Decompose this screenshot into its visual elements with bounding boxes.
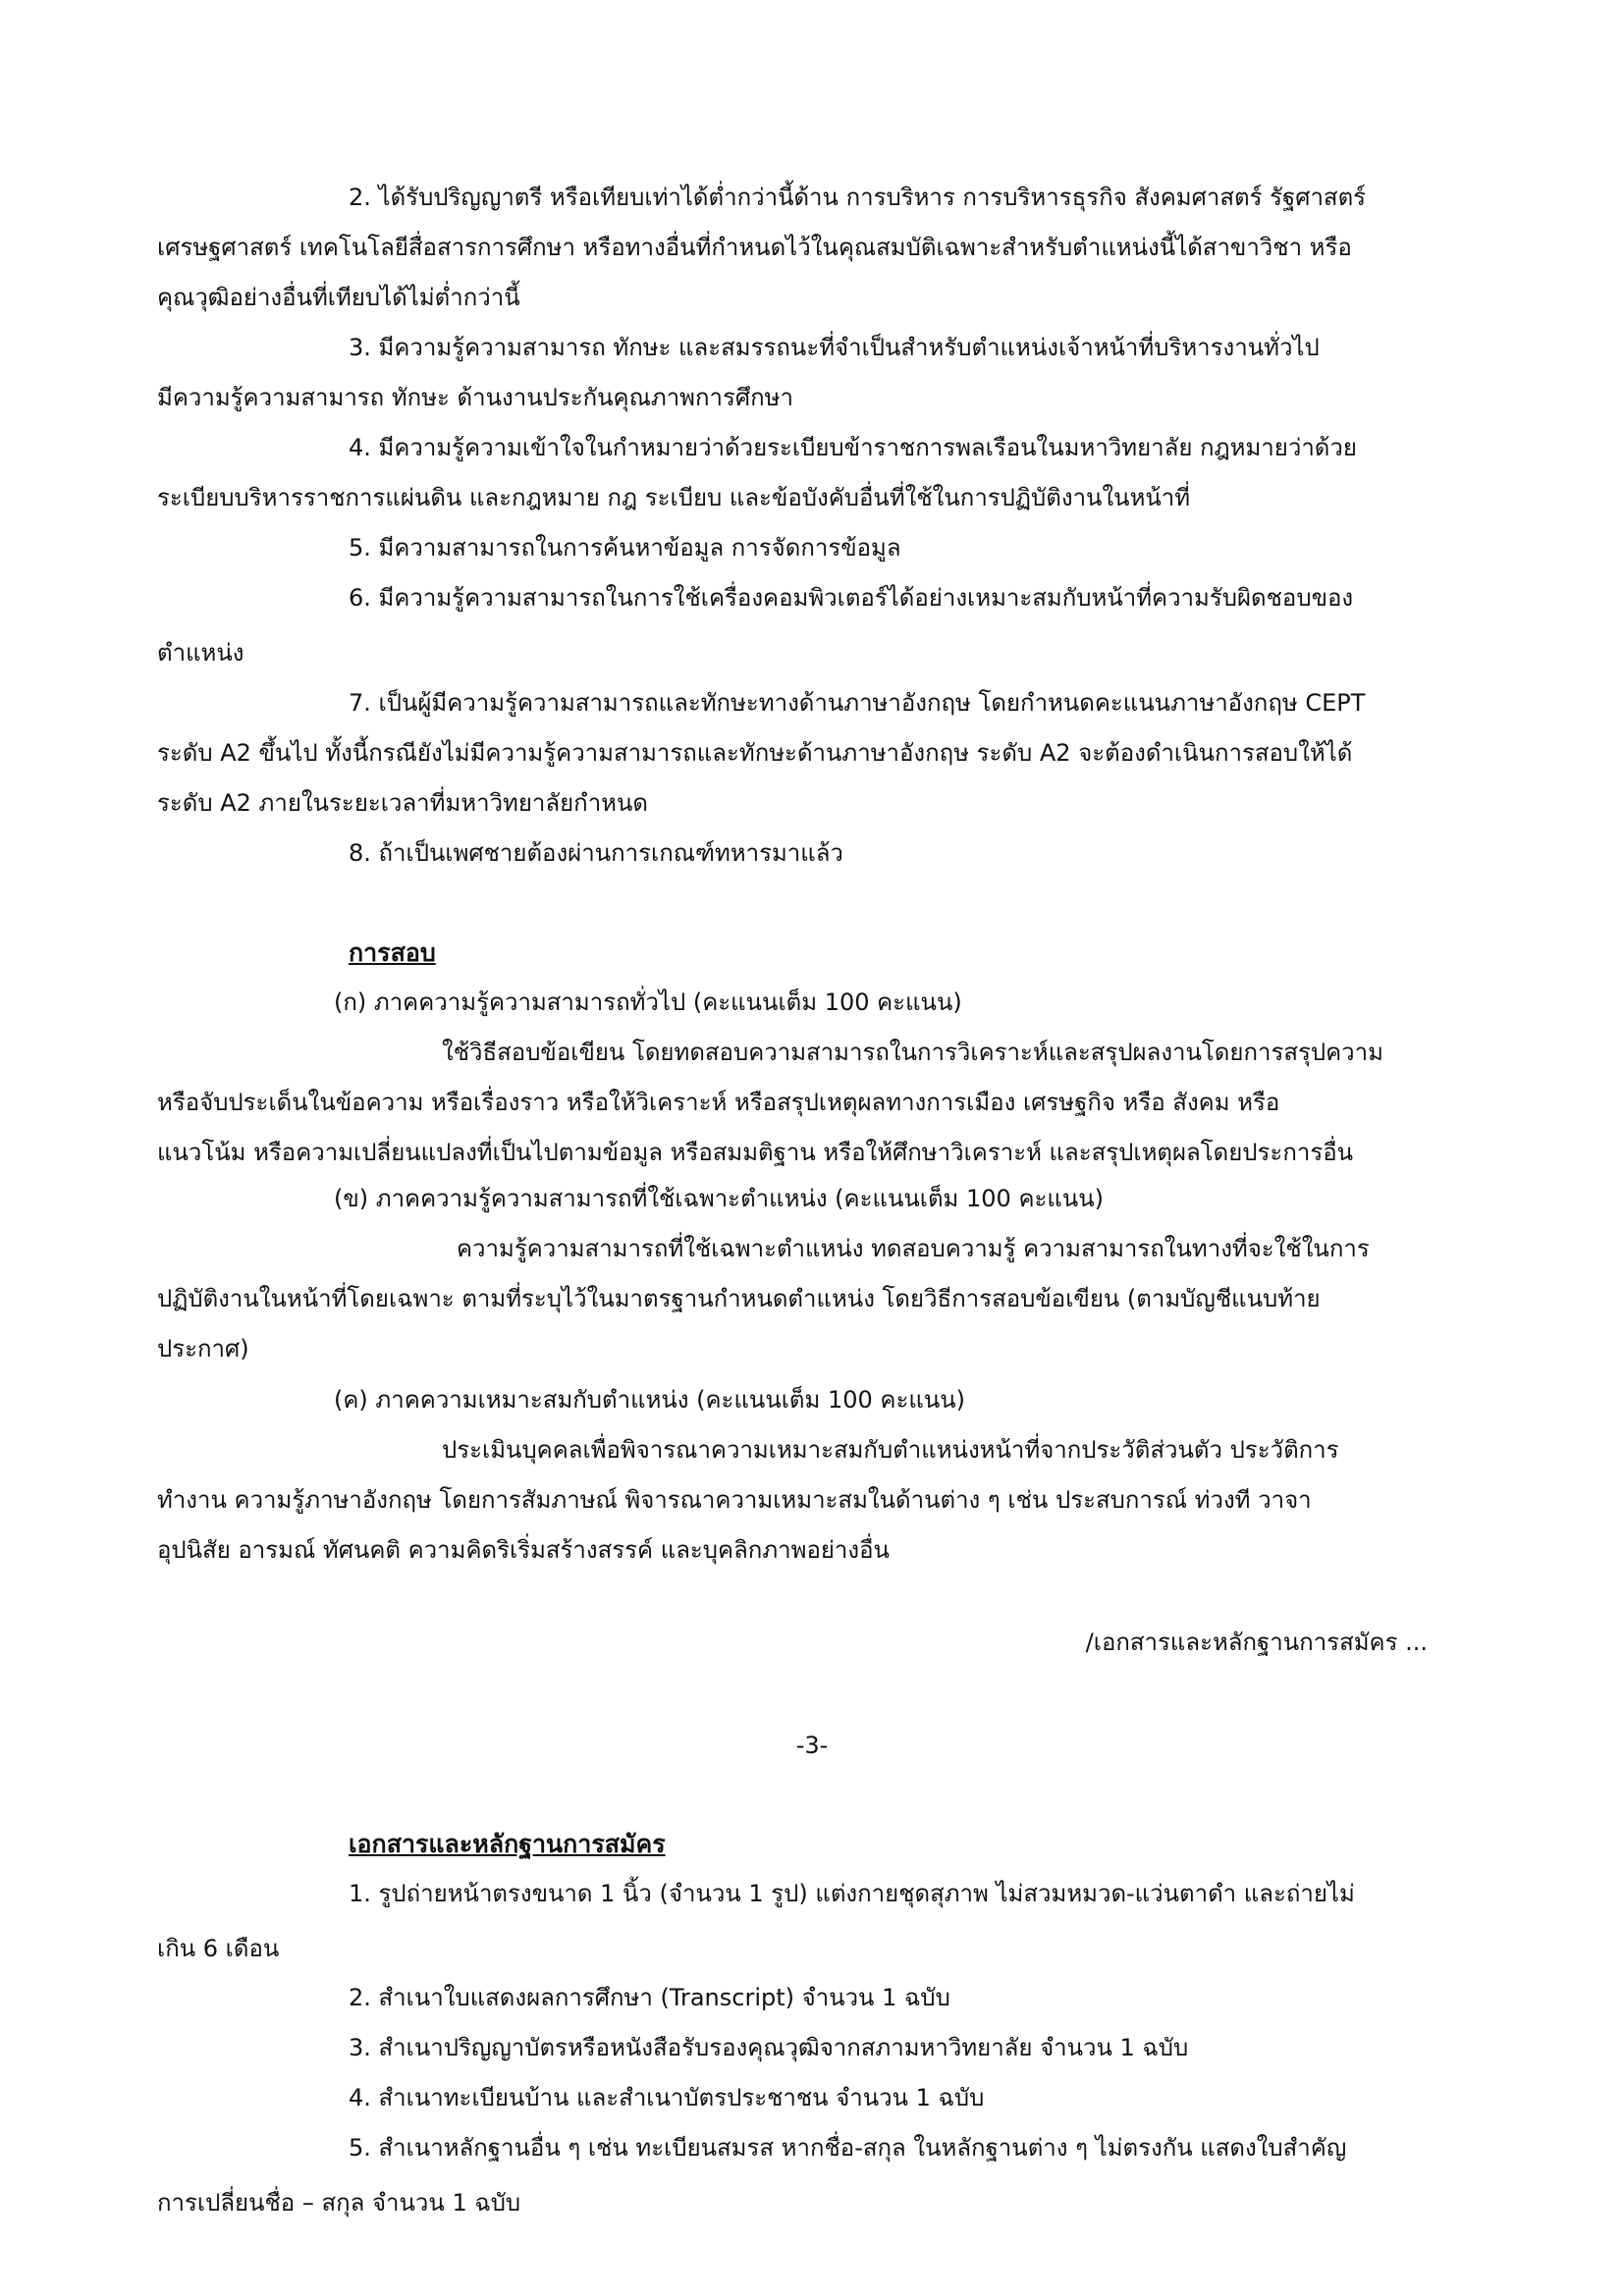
text-line: ระเบียบบริหารราชการแผ่นดิน และกฎหมาย กฎ ระเบียบ และข้อบังคับอื่นที่ใช้ในการปฏิบัติงานในหน้าที่ — [157, 484, 1191, 511]
exam-part-c-title: (ค) ภาคความเหมาะสมกับตำแหน่ง (คะแนนเต็ม 100 คะแนน) — [334, 1386, 965, 1414]
text-line: เศรษฐศาสตร์ เทคโนโลยีสื่อสารการศึกษา หรือทางอื่นที่กำหนดไว้ในคุณสมบัติเฉพาะสำหรับตำแหน่งนี้ได้สาขาวิชา หรือ — [157, 234, 1352, 261]
text-line: ใช้วิธีสอบข้อเขียน โดยทดสอบความสามารถในการวิเคราะห์และสรุปผลงานโดยการสรุปความ — [442, 1039, 1383, 1066]
qualification-3 — [157, 323, 1532, 423]
document-item-4 — [157, 2073, 1532, 2123]
text-line: ทำงาน ความรู้ภาษาอังกฤษ โดยการสัมภาษณ์ พิจารณาความเหมาะสมในด้านต่าง ๆ เช่น ประสบการณ์ ท่วงที วาจา — [157, 1486, 1312, 1514]
qualification-4 — [157, 423, 1532, 523]
text-line: 3. มีความรู้ความสามารถ ทักษะ และสมรรถนะที่จำเป็นสำหรับตำแหน่งเจ้าหน้าที่บริหารงานทั่วไป — [349, 334, 1320, 361]
qualification-6 — [157, 573, 1532, 678]
text-line: 2. ได้รับปริญญาตรี หรือเทียบเท่าได้ต่ำกว่านี้ด้าน การบริหาร การบริหารธุรกิจ สังคมศาสตร์ รัฐศาสตร์ — [349, 184, 1367, 211]
documents-heading: เอกสารและหลักฐานการสมัคร — [349, 1830, 666, 1858]
document-item-3 — [157, 2023, 1532, 2073]
document-item-2 — [157, 1973, 1532, 2023]
text-line: 3. สำเนาปริญญาบัตรหรือหนังสือรับรองคุณวุฒิจากสภามหาวิทยาลัย จำนวน 1 ฉบับ — [349, 2034, 1189, 2061]
exam-part-b-title: (ข) ภาคความรู้ความสามารถที่ใช้เฉพาะตำแหน่ง (คะแนนเต็ม 100 คะแนน) — [334, 1185, 1105, 1212]
text-line: คุณวุฒิอย่างอื่นที่เทียบได้ไม่ต่ำกว่านี้ — [157, 284, 520, 311]
text-line: ประกาศ) — [157, 1335, 249, 1362]
text-line: 4. สำเนาทะเบียนบ้าน และสำเนาบัตรประชาชน จำนวน 1 ฉบับ — [349, 2084, 985, 2111]
continuation-note: /เอกสารและหลักฐานการสมัคร ... — [1085, 1629, 1428, 1656]
qualification-7 — [157, 678, 1532, 828]
text-line: ระดับ A2 ขึ้นไป ทั้งนี้กรณียังไม่มีความรู้ความสามารถและทักษะด้านภาษาอังกฤษ ระดับ A2 จะต้องดำเนินการสอบให้ได้ — [157, 739, 1353, 767]
exam-part-b — [157, 1174, 1532, 1374]
document-item-5 — [157, 2123, 1532, 2228]
text-line: อุปนิสัย อารมณ์ ทัศนคติ ความคิดริเริ่มสร้างสรรค์ และบุคลิกภาพอย่างอื่น — [157, 1536, 890, 1564]
text-line: 1. รูปถ่ายหน้าตรงขนาด 1 นิ้ว (จำนวน 1 รูป) แต่งกายชุดสุภาพ ไม่สวมหมวด-แว่นตาดำ และถ่ายไม่ — [349, 1880, 1355, 1907]
text-line: เกิน 6 เดือน — [157, 1935, 280, 1962]
text-line: หรือจับประเด็นในข้อความ หรือเรื่องราว หรือให้วิเคราะห์ หรือสรุปเหตุผลทางการเมือง เศรษฐกิจ หรือ สังคม หรือ — [157, 1089, 1280, 1116]
text-line: ความรู้ความสามารถที่ใช้เฉพาะตำแหน่ง ทดสอบความรู้ ความสามารถในทางที่จะใช้ในการ — [457, 1235, 1370, 1262]
text-line: ประเมินบุคคลเพื่อพิจารณาความเหมาะสมกับตำแหน่งหน้าที่จากประวัติส่วนตัว ประวัติการ — [442, 1436, 1339, 1464]
text-line: 5. สำเนาหลักฐานอื่น ๆ เช่น ทะเบียนสมรส หากชื่อ-สกุล ในหลักฐานต่าง ๆ ไม่ตรงกัน แสดงใบสำคัญ — [349, 2134, 1347, 2162]
qualification-8 — [157, 828, 1532, 879]
exam-part-a-title: (ก) ภาคความรู้ความสามารถทั่วไป (คะแนนเต็ม 100 คะแนน) — [334, 988, 962, 1016]
text-line: 7. เป็นผู้มีความรู้ความสามารถและทักษะทางด้านภาษาอังกฤษ โดยกำหนดคะแนนภาษาอังกฤษ CEPT — [349, 689, 1366, 717]
text-line: 6. มีความรู้ความสามารถในการใช้เครื่องคอมพิวเตอร์ได้อย่างเหมาะสมกับหน้าที่ความรับผิดชอบของ — [349, 584, 1354, 612]
exam-heading: การสอบ — [349, 938, 436, 967]
text-line: มีความรู้ความสามารถ ทักษะ ด้านงานประกันคุณภาพการศึกษา — [157, 384, 793, 411]
text-line: การเปลี่ยนชื่อ – สกุล จำนวน 1 ฉบับ — [157, 2189, 521, 2216]
text-line: ตำแหน่ง — [157, 639, 244, 667]
text-line: ปฏิบัติงานในหน้าที่โดยเฉพาะ ตามที่ระบุไว้ในมาตรฐานกำหนดตำแหน่ง โดยวิธีการสอบข้อเขียน (ตามบัญชีแนบท้าย — [157, 1285, 1321, 1312]
text-line: 4. มีความรู้ความเข้าใจในกำหมายว่าด้วยระเบียบข้าราชการพลเรือนในมหาวิทยาลัย กฎหมายว่าด้วย — [349, 434, 1357, 461]
qualification-5 — [157, 523, 1532, 573]
document-item-1 — [157, 1869, 1532, 1974]
qualification-2 — [157, 173, 1532, 323]
page-number: -3- — [795, 1732, 829, 1759]
text-line: 8. ถ้าเป็นเพศชายต้องผ่านการเกณฑ์ทหารมาแล้ว — [349, 839, 843, 867]
exam-part-a — [157, 978, 1532, 1178]
text-line: 5. มีความสามารถในการค้นหาข้อมูล การจัดการข้อมูล — [349, 534, 901, 561]
text-line: ระดับ A2 ภายในระยะเวลาที่มหาวิทยาลัยกำหนด — [157, 789, 648, 817]
text-line: 2. สำเนาใบแสดงผลการศึกษา (Transcript) จำนวน 1 ฉบับ — [349, 1984, 950, 2011]
exam-part-c — [157, 1375, 1532, 1575]
text-line: แนวโน้ม หรือความเปลี่ยนแปลงที่เป็นไปตามข้อมูล หรือสมมติฐาน หรือให้ศึกษาวิเคราะห์ และสรุปเหตุผลโดยประการอื่น — [157, 1139, 1354, 1166]
